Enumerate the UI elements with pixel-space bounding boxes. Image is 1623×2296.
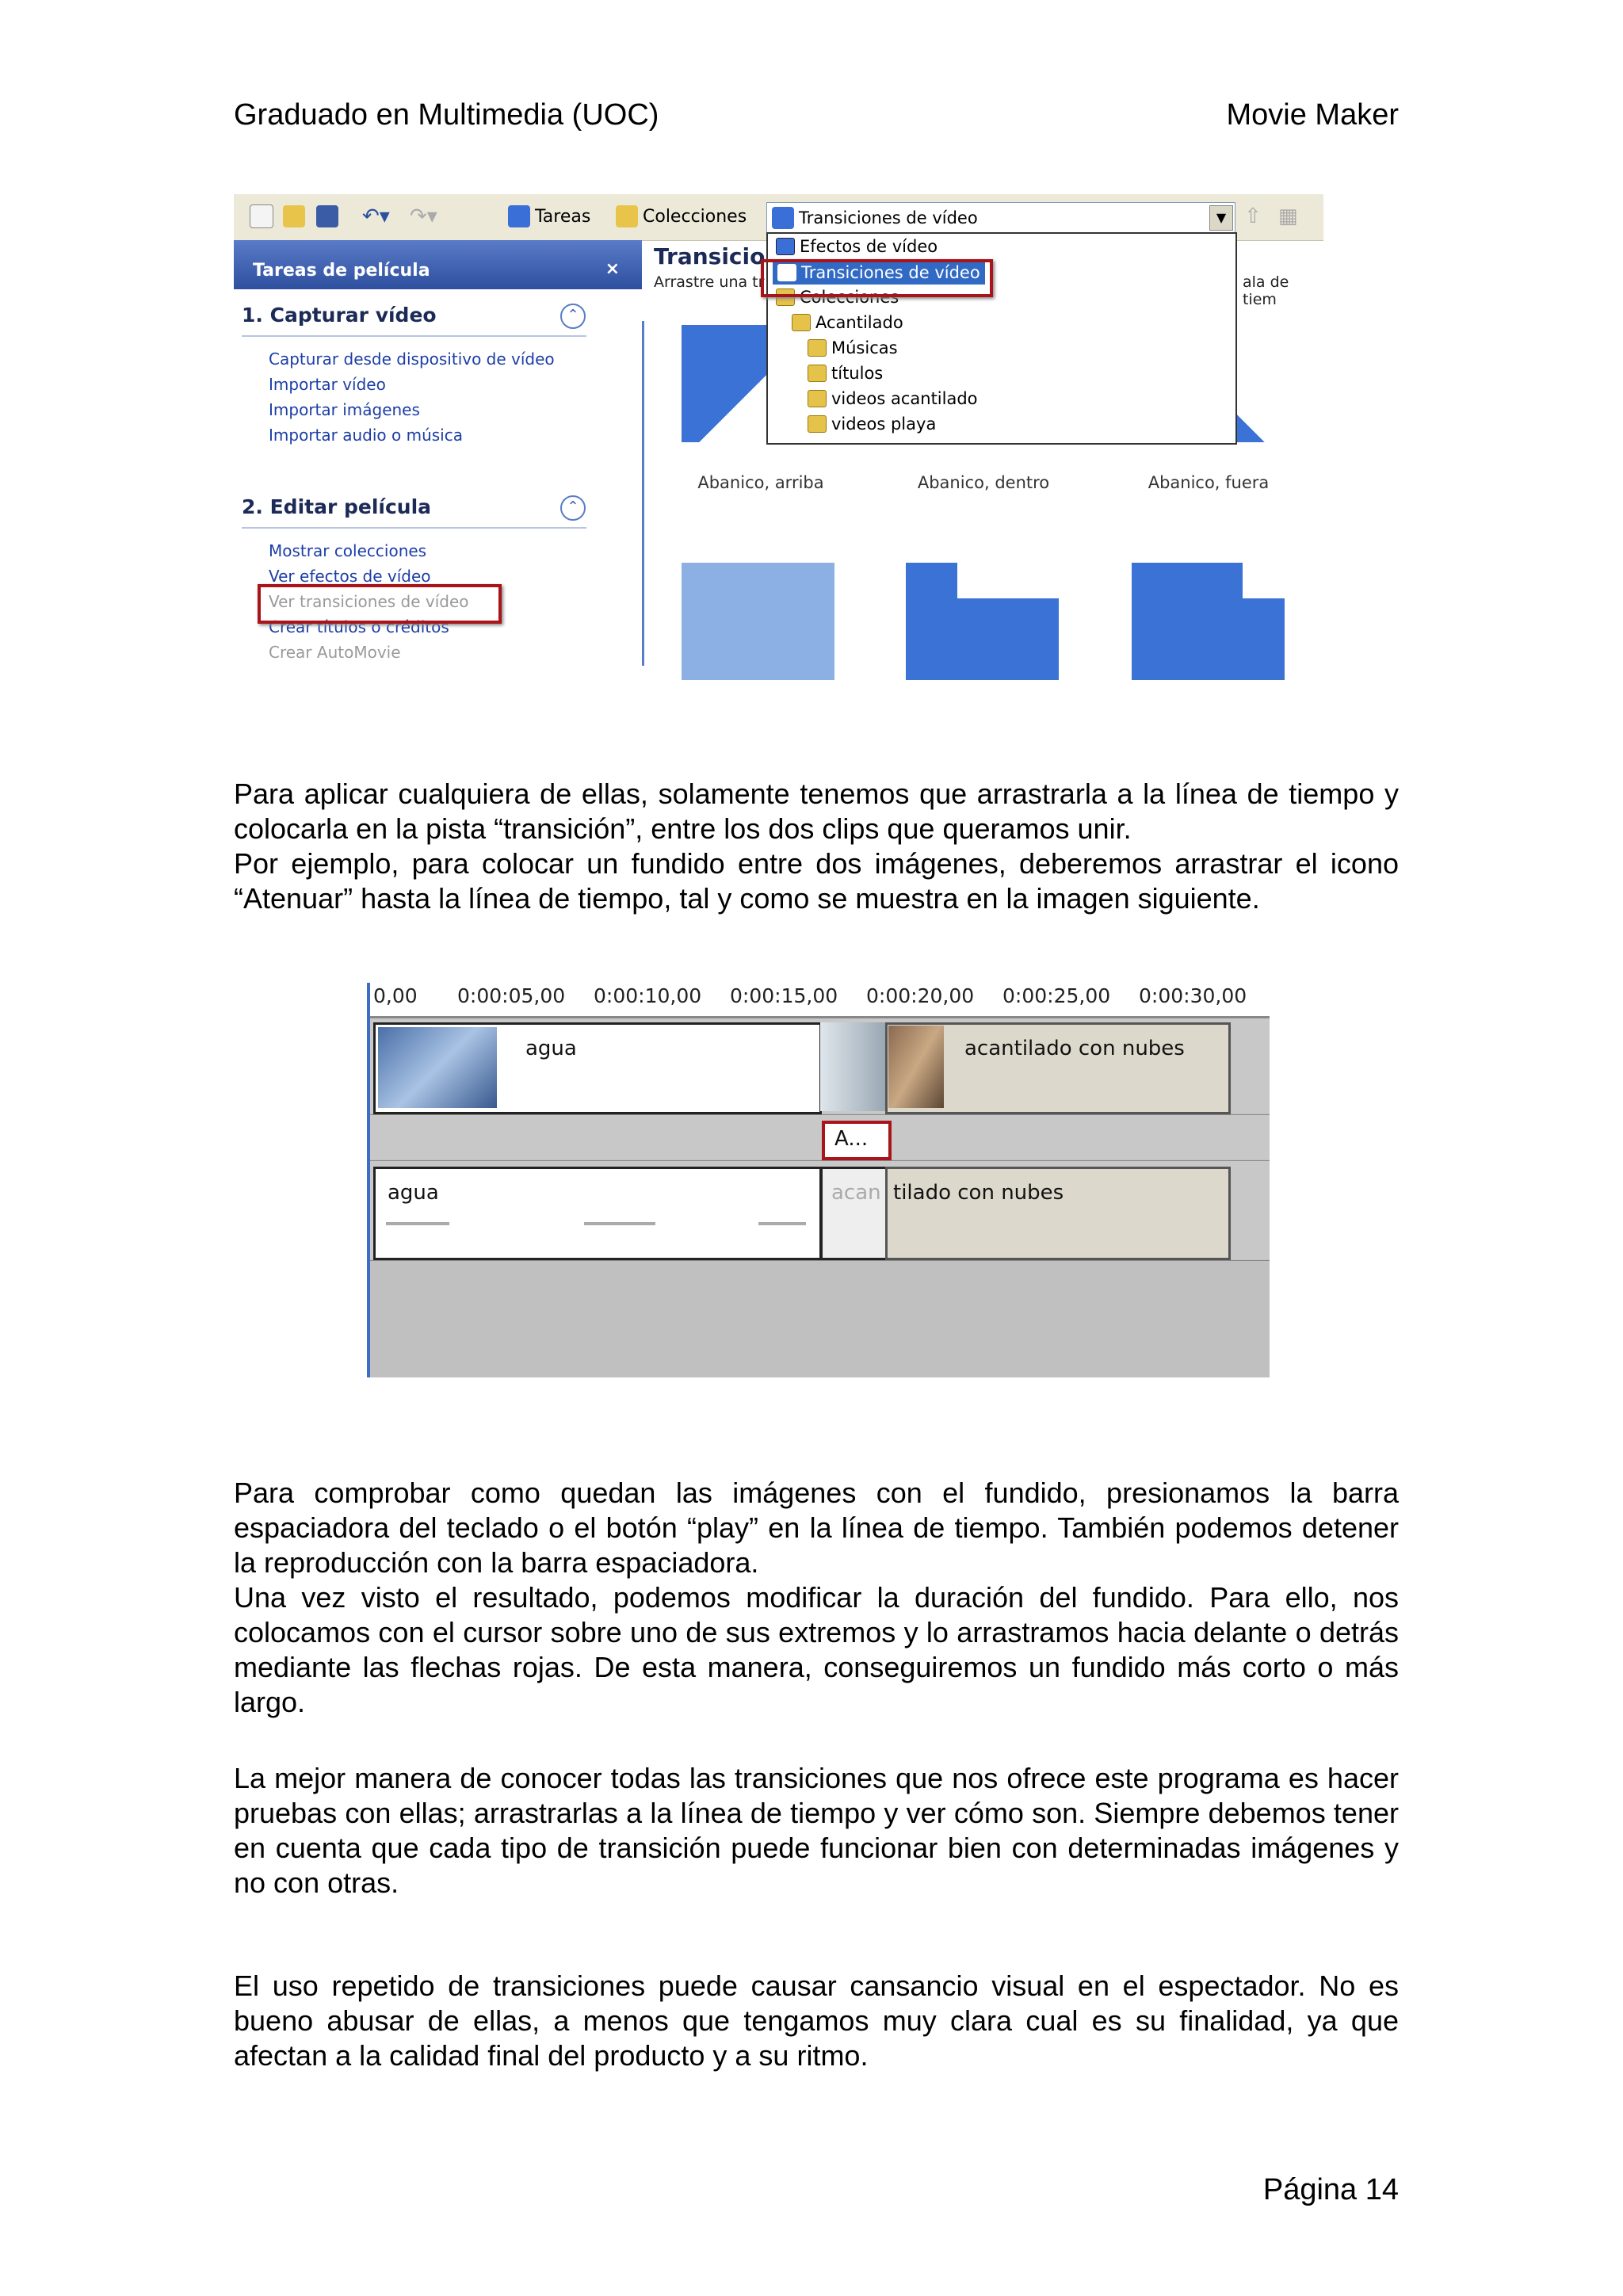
collapse-icon[interactable]: ⌃ (560, 495, 586, 521)
clip-label: acantilado con nubes (964, 1037, 1185, 1060)
open-icon[interactable] (283, 202, 310, 231)
highlight-box (258, 584, 502, 624)
panel-divider (642, 321, 644, 666)
header-right-title: Movie Maker (1226, 98, 1399, 132)
page-number: Página 14 (1262, 2173, 1399, 2206)
clip-label-faded: acan (831, 1181, 881, 1205)
link-import-audio[interactable]: Importar audio o música (269, 426, 463, 445)
collection-select-value: Transiciones de vídeo (799, 208, 978, 227)
collections-label: Colecciones (643, 206, 747, 227)
empty-track (370, 1260, 1270, 1377)
audio-waveform (386, 1222, 449, 1225)
transition-label: A... (834, 1127, 869, 1151)
text-line: El uso repetido de transiciones puede causar cansancio visual en el espectador. No es bueno abusar de ellas, a menos que tengamos muy clara cual es su finalidad, ya que afectan a la calidad final del producto y a su ritmo. (234, 1969, 1399, 2072)
section-edit-title[interactable]: 2. Editar película (242, 495, 432, 518)
divider (242, 335, 586, 337)
ruler-tick: 0:00:15,00 (730, 984, 838, 1007)
undo-icon[interactable]: ↶▾ (362, 204, 390, 228)
dropdown-item-transitions[interactable]: Transiciones de vídeo (773, 261, 985, 285)
link-automovie[interactable]: Crear AutoMovie (269, 643, 401, 662)
link-capture-device[interactable]: Capturar desde dispositivo de vídeo (269, 350, 555, 369)
ruler-tick: 0:00:25,00 (1002, 984, 1111, 1007)
link-view-transitions[interactable]: Ver transiciones de vídeo (269, 592, 469, 611)
ruler-tick: 0:00:10,00 (594, 984, 702, 1007)
collection-select[interactable] (766, 202, 1235, 234)
clip-label: agua (388, 1181, 439, 1205)
ruler-tick: 0:00:30,00 (1139, 984, 1247, 1007)
ruler-tick: 0:00:20,00 (866, 984, 975, 1007)
link-import-video[interactable]: Importar vídeo (269, 375, 386, 394)
transition-track (370, 1114, 1270, 1159)
panel-header (234, 240, 642, 289)
text-line: Por ejemplo, para colocar un fundido entre dos imágenes, deberemos arrastrar el icono “Atenuar” hasta la línea de tiempo, tal y como se muestra en la imagen siguiente. (234, 847, 1399, 915)
transition-caption: Abanico, dentro (917, 473, 1050, 492)
audio-clip-agua[interactable] (373, 1167, 822, 1260)
transitions-instruction: Arrastre una tr (654, 273, 765, 291)
dropdown-item-collections[interactable]: Colecciones (776, 288, 899, 307)
redo-icon[interactable]: ↷▾ (410, 204, 437, 228)
dropdown-item-effects[interactable]: Efectos de vídeo (776, 237, 938, 256)
dropdown-item-folder[interactable]: Músicas (808, 338, 898, 357)
transition-caption: Abanico, arriba (697, 473, 824, 492)
link-show-collections[interactable]: Mostrar colecciones (269, 541, 427, 560)
link-import-images[interactable]: Importar imágenes (269, 400, 420, 419)
tasks-label: Tareas (535, 206, 591, 227)
text-line: Para aplicar cualquiera de ellas, solamente tenemos que arrastrarla a la línea de tiempo y colocarla en la pista “transición”, entre los dos clips que queramos unir. (234, 777, 1399, 845)
dropdown-item-folder[interactable]: títulos (808, 364, 883, 383)
dropdown-item-folder[interactable]: videos playa (808, 415, 936, 434)
audio-waveform (758, 1222, 806, 1225)
tasks-button[interactable] (508, 202, 590, 231)
paragraph-experiment (234, 1761, 1399, 1901)
movie-maker-transitions-screenshot (234, 194, 1323, 709)
new-icon[interactable] (250, 202, 278, 231)
save-icon[interactable] (316, 202, 343, 231)
fade-overlap (820, 1022, 885, 1111)
text-line: La mejor manera de conocer todas las transiciones que nos ofrece este programa es hacer pruebas con ellas; arrastrarlas a la línea de tiempo y ver cómo son. Siempre debemos tener en cuenta que cada tipo de transición puede funcionar bien con determinadas imágenes y no con otras. (234, 1762, 1399, 1899)
collapse-icon[interactable]: ⌃ (560, 304, 586, 329)
clip-thumbnail (888, 1026, 944, 1108)
clip-label: agua (525, 1037, 577, 1060)
section-capture-title[interactable]: 1. Capturar vídeo (242, 304, 437, 327)
link-view-effects[interactable]: Ver efectos de vídeo (269, 567, 431, 586)
timeline-screenshot (367, 983, 1270, 1377)
ruler-tick: 0,00 (373, 984, 418, 1007)
paragraph-apply-transitions (234, 777, 1399, 916)
transition-caption: Abanico, fuera (1148, 473, 1270, 492)
paragraph-preview (234, 1476, 1399, 1720)
transition-icon (772, 207, 794, 229)
folder-icon (616, 205, 638, 227)
link-create-titles[interactable]: Crear títulos o créditos (269, 617, 449, 636)
audio-waveform (584, 1222, 655, 1225)
transition-item[interactable] (822, 1121, 892, 1160)
transitions-title: Transicio (654, 243, 766, 269)
collections-button[interactable] (616, 202, 747, 231)
view-icon[interactable]: ▦ (1278, 204, 1298, 228)
transitions-instruction-right: ala de tiem (1243, 273, 1289, 308)
clip-thumbnail (378, 1027, 497, 1108)
transition-thumb[interactable] (1132, 563, 1285, 680)
transition-thumb[interactable] (906, 563, 1059, 680)
dropdown-item-folder[interactable]: videos acantilado (808, 389, 978, 408)
chevron-down-icon[interactable]: ▼ (1209, 205, 1233, 231)
transition-thumb[interactable] (682, 563, 834, 680)
text-line: Una vez visto el resultado, podemos modificar la duración del fundido. Para ello, nos colocamos con el cursor sobre uno de sus extremos y lo arrastramos hacia delante o detrás mediante las flechas rojas. De esta manera, conseguiremos un fundido más corto o más largo. (234, 1581, 1399, 1718)
tasks-icon (508, 205, 530, 227)
text-line: Para comprobar como quedan las imágenes con el fundido, presionamos la barra espaciadora del teclado o el botón “play” en la línea de tiempo. También podemos detener la reproducción con la barra espaciadora. (234, 1477, 1399, 1579)
ruler-tick: 0:00:05,00 (457, 984, 566, 1007)
header-left-title: Graduado en Multimedia (UOC) (234, 98, 659, 132)
dropdown-item-folder[interactable]: Acantilado (792, 313, 903, 332)
timeline-ruler (370, 983, 1270, 1018)
divider (242, 527, 586, 529)
up-folder-icon[interactable]: ⇧ (1244, 204, 1262, 228)
movie-tasks-panel (234, 240, 642, 709)
paragraph-warning (234, 1969, 1399, 2073)
panel-title: Tareas de película (253, 261, 430, 281)
highlight-box (761, 259, 993, 297)
clip-label: tilado con nubes (893, 1181, 1064, 1205)
close-icon[interactable]: × (605, 259, 620, 279)
